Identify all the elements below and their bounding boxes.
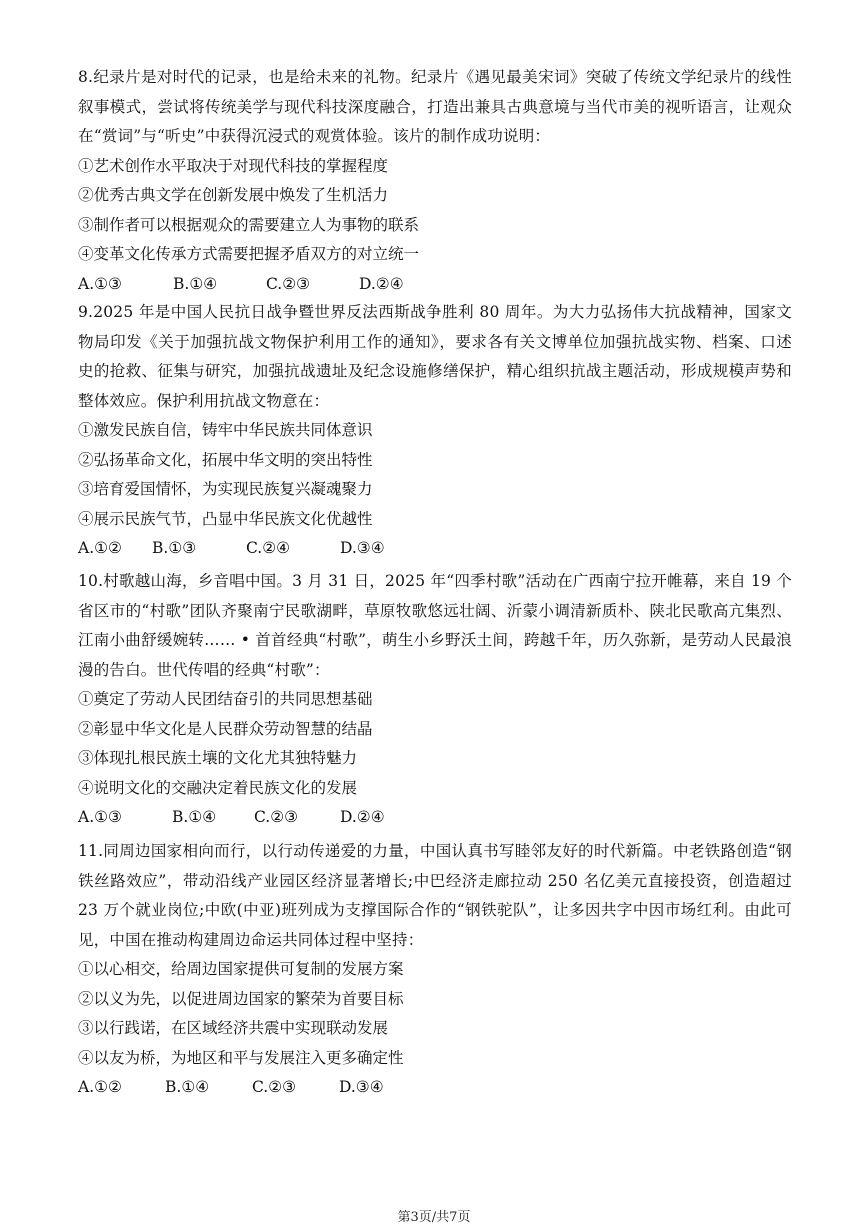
choice-b: B.①④ bbox=[173, 274, 218, 293]
choice-b: B.①④ bbox=[172, 808, 217, 826]
option-2: ②以义为先，以促进周边国家的繁荣为首要目标 bbox=[78, 989, 404, 1008]
option-3: ③体现扎根民族土壤的文化尤其独特魅力 bbox=[78, 749, 358, 767]
option-4: ④展示民族气节，凸显中华民族文化优越性 bbox=[78, 509, 373, 528]
choice-d: D.③④ bbox=[339, 1078, 384, 1096]
option-3: ③制作者可以根据观众的需要建立人为事物的联系 bbox=[78, 215, 420, 234]
page-number: 第3页/共7页 bbox=[397, 1210, 471, 1225]
choice-a: A.①② bbox=[78, 539, 122, 557]
choice-c: C.②③ bbox=[266, 274, 311, 293]
question-10 bbox=[78, 567, 792, 833]
option-1: ①以心相交，给周边国家提供可复制的发展方案 bbox=[78, 960, 404, 978]
question-stem: 9.2025 年是中国人民抗日战争暨世界反法西斯战争胜利 80 周年。为大力弘扬伟大抗战精神，国家文物局印发《关于加强抗战文物保护利用工作的通知》，要求各有关文博单位加强抗战实物、档案、口述史的抢救、征集与研究，加强抗战遗址及纪念设施修缮保护，精心组织抗战主题活动，形成规模声势和整体效应。保护利用抗战文物意在： bbox=[78, 303, 792, 410]
question-8 bbox=[78, 63, 792, 299]
choice-d: D.③④ bbox=[340, 539, 385, 557]
question-9 bbox=[78, 298, 792, 564]
choice-b: B.①④ bbox=[165, 1078, 210, 1096]
option-3: ③培育爱国情怀，为实现民族复兴凝魂聚力 bbox=[78, 480, 373, 498]
question-stem: 8.纪录片是对时代的记录，也是给未来的礼物。纪录片《遇见最美宋词》突破了传统文学纪录片的线性叙事模式，尝试将传统美学与现代科技深度融合，打造出兼具古典意境与当代市美的视听语言，让观众在“赏词”与“听史”中获得沉浸式的观赏体验。该片的制作成功说明： bbox=[78, 68, 792, 145]
question-11 bbox=[78, 837, 792, 1103]
option-2: ②彰显中华文化是人民群众劳动智慧的结晶 bbox=[78, 719, 373, 738]
answer-choices bbox=[78, 1073, 792, 1103]
option-4: ④变革文化传承方式需要把握矛盾双方的对立统一 bbox=[78, 245, 420, 263]
option-4: ④说明文化的交融决定着民族文化的发展 bbox=[78, 778, 358, 797]
option-2: ②弘扬革命文化，拓展中华文明的突出特性 bbox=[78, 450, 373, 469]
option-4: ④以友为桥，为地区和平与发展注入更多确定性 bbox=[78, 1048, 404, 1067]
choice-c: C.②④ bbox=[246, 539, 291, 557]
choice-c: C.②③ bbox=[252, 1078, 297, 1096]
option-3: ③以行践诺，在区域经济共震中实现联动发展 bbox=[78, 1019, 389, 1037]
question-stem: 10.村歌越山海，乡音唱中国。3 月 31 日，2025 年“四季村歌”活动在广西南宁拉开帷幕，来自 19 个省区市的“村歌”团队齐聚南宁民歌湖畔，草原牧歌悠远壮阔、沂蒙小调清新质朴、陕北民歌高亢集烈、江南小曲舒缓婉转…… • 首首经典“村歌”，萌生小乡野沃土间，跨越千年，历久弥新，是劳动人民最浪漫的告白。世代传唱的经典“村歌”： bbox=[78, 572, 792, 679]
choice-a: A.①② bbox=[78, 1078, 122, 1096]
choice-d: D.②④ bbox=[359, 274, 404, 293]
choice-c: C.②③ bbox=[254, 808, 299, 826]
choice-a: A.①③ bbox=[78, 808, 122, 826]
question-stem: 11.同周边国家相向而行，以行动传递爱的力量，中国认真书写睦邻友好的时代新篇。中老铁路创造“钢铁丝路效应”，带动沿线产业园区经济显著增长;中巴经济走廊拉动 250 名亿美元直接投资，创造超过 23 万个就业岗位;中欧(中亚)班列成为支撑国际合作的“钢铁驼队”，让多因共字中因市场红利。由此可见，中国在推动构建周边命运共同体过程中坚持： bbox=[78, 842, 792, 949]
choice-d: D.②④ bbox=[340, 808, 385, 826]
answer-choices bbox=[78, 534, 792, 564]
answer-choices bbox=[78, 270, 792, 300]
option-2: ②优秀古典文学在创新发展中焕发了生机活力 bbox=[78, 186, 389, 204]
choice-b: B.①③ bbox=[152, 539, 197, 557]
option-1: ①艺术创作水平取决于对现代科技的掌握程度 bbox=[78, 156, 389, 175]
option-1: ①激发民族自信，铸牢中华民族共同体意识 bbox=[78, 421, 373, 439]
choice-a: A.①③ bbox=[78, 274, 122, 293]
answer-choices bbox=[78, 803, 792, 833]
option-1: ①奠定了劳动人民团结奋引的共同思想基础 bbox=[78, 690, 373, 708]
